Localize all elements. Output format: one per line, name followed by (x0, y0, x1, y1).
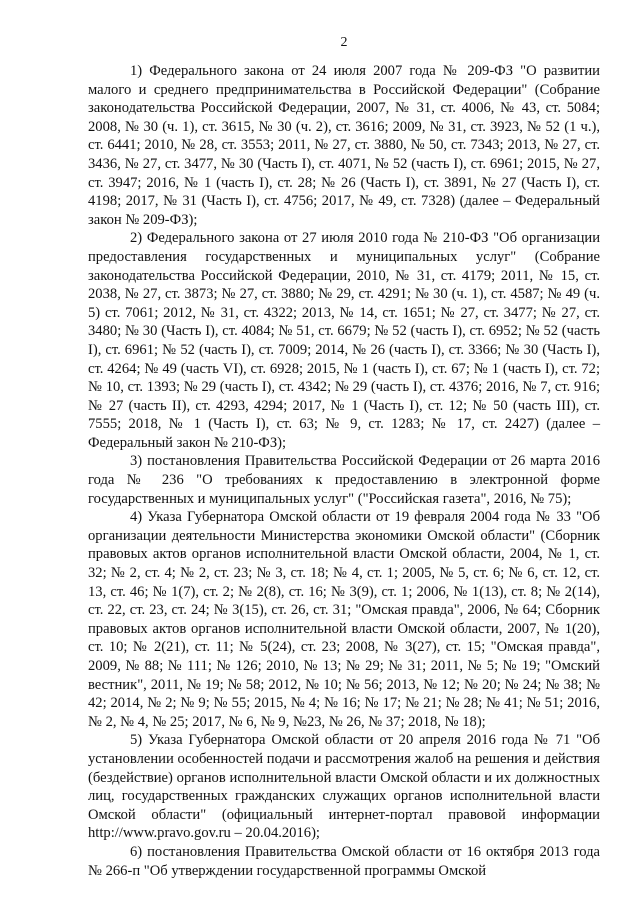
list-item-6: 6) постановления Правительства Омской области от 16 октября 2013 года № 266-п "Об утверждении государственной программы Омской (88, 843, 600, 879)
list-item-4: 4) Указа Губернатора Омской области от 19 февраля 2004 года № 33 "Об организации деятельности Министерства экономики Омской области" (Сборник правовых актов органов исполнительной власти Омской области, 2004, № 1, ст. 32; № 2, ст. 4; № 2, ст. 23; № 3, ст. 18; № 4, ст. 1; 2005, № 5, ст. 6; № 6, ст. 12, ст. 13, ст. 46; № 1(7), ст. 2; № 2(8), ст. 16; № 3(9), ст. 1; 2006, № 1(13), ст. 8; № 2(14), ст. 22, ст. 23, ст. 24; № 3(15), ст. 26, ст. 31; "Омская правда", 2006, № 64; Сборник правовых актов органов исполнительной власти Омской области, 2007, № 1(20), ст. 10; № 2(21), ст. 11; № 5(24), ст. 23; 2008, № 3(27), ст. 15; "Омская правда", 2009, № 88; № 111; № 126; 2010, № 13; № 29; № 31; 2011, № 5; № 19; "Омский вестник", 2011, № 19; № 58; 2012, № 10; № 56; 2013, № 12; № 20; № 24; № 38; № 42; 2014, № 2; № 9; № 55; 2015, № 4; № 16; № 17; № 21; № 28; № 41; № 51; 2016, № 2, № 4, № 25; 2017, № 6, № 9, №23, № 26, № 37; 2018, № 18); (88, 509, 600, 730)
list-item-5: 5) Указа Губернатора Омской области от 20 апреля 2016 года № 71 "Об установлении особенностей подачи и рассмотрения жалоб на решения и действия (бездействие) органов исполнительной власти Омской области и их должностных лиц, государственных гражданских служащих органов исполнительной власти Омской области" (официальный интернет-портал правовой информации http://www.pravo.gov.ru – 20.04.2016); (88, 732, 600, 842)
list-item-1: 1) Федерального закона от 24 июля 2007 года № 209-ФЗ "О развитии малого и среднего предпринимательства в Российской Федерации" (Собрание законодательства Российской Федерации, 2007, № 31, ст. 4006, № 43, ст. 5084; 2008, № 30 (ч. 1), ст. 3615, № 30 (ч. 2), ст. 3616; 2009, № 31, ст. 3923, № 52 (1 ч.), ст. 6441; 2010, № 28, ст. 3553; 2011, № 27, ст. 3880, № 50, ст. 7343; 2013, № 27, ст. 3436, № 27, ст. 3477, № 30 (Часть I), ст. 4071, № 52 (часть I), ст. 6961; 2015, № 27, ст. 3947; 2016, № 1 (часть I), ст. 28; № 26 (Часть I), ст. 3891, № 27 (Часть I), ст. 4198; 2017, № 31 (Часть I), ст. 4756; 2017, № 49, ст. 7328) (далее – Федеральный закон № 209-ФЗ); (88, 63, 600, 228)
document-page (88, 34, 600, 880)
list-item-3: 3) постановления Правительства Российской Федерации от 26 марта 2016 года № 236 "О требованиях к предоставлению в электронной форме государственных и муниципальных услуг" ("Российская газета", 2016, № 75); (88, 453, 600, 507)
page-number: 2 (340, 35, 348, 50)
list-item-2: 2) Федерального закона от 27 июля 2010 года № 210-ФЗ "Об организации предоставления государственных и муниципальных услуг" (Собрание законодательства Российской Федерации, 2010, № 31, ст. 4179; 2011, № 15, ст. 2038, № 27, ст. 3873; № 27, ст. 3880; № 29, ст. 4291; № 30 (ч. 1), ст. 4587; № 49 (ч. 5) ст. 7061; 2012, № 31, ст. 4322; 2013, № 14, ст. 1651; № 27, ст. 3477; № 27, ст. 3480; № 30 (Часть I), ст. 4084; № 51, ст. 6679; № 52 (часть I), ст. 6952; № 52 (часть I), ст. 6961; № 52 (часть I), ст. 7009; 2014, № 26 (часть I), ст. 3366; № 30 (Часть I), ст. 4264; № 49 (часть VI), ст. 6928; 2015, № 1 (часть I), ст. 67; № 1 (часть I), ст. 72; № 10, ст. 1393; № 29 (часть I), ст. 4342; № 29 (часть I), ст. 4376; 2016, № 7, ст. 916; № 27 (часть II), ст. 4293, 4294; 2017, № 1 (Часть I), ст. 12; № 50 (часть III), ст. 7555; 2018, № 1 (Часть I), ст. 63; № 9, ст. 1283; № 17, ст. 2427) (далее – Федеральный закон № 210-ФЗ); (88, 230, 600, 451)
